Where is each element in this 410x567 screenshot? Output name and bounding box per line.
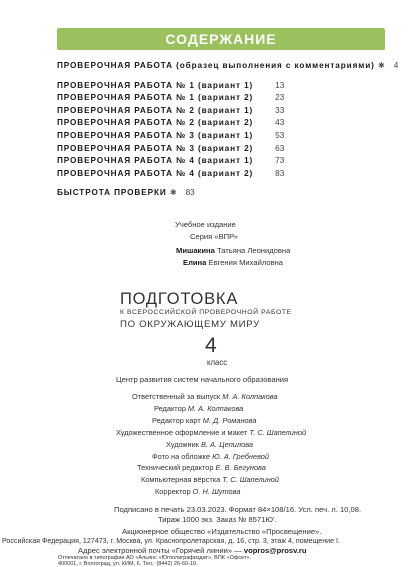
credit-name: Т. С. Шапелиной [222,475,280,485]
toc-item [57,92,397,105]
credit-role: Художественное оформление и макет [116,427,248,437]
author-1-last: Мишакина [176,246,215,255]
edition-type: Учебное издание [175,220,236,229]
credit-name: Е. В. Бегунова [215,463,266,473]
credit-name: М. А. Колпакова [222,392,278,401]
toc-item [57,168,397,181]
toc-gap [57,180,397,187]
author-2-last: Елина [183,258,207,267]
credit-line [137,463,266,472]
print-line-1: Подписано в печать 23.03.2023. Формат 84×108/16. Усл. печ. л. 10,08. [114,505,362,514]
toc-item-page: 73 [275,156,285,166]
center-name: Центр развития систем начального образования [116,375,289,384]
credit-role: Художник [166,439,199,449]
credit-line [155,487,240,496]
toc-item-page: 53 [275,130,285,140]
printer-2: 400001, г. Волгоград, ул. КИМ, 6. Тел.: (8442) 26-60-10. [58,561,198,567]
toc-item-label: ПРОВЕРОЧНАЯ РАБОТА № 3 (вариант 1) [57,130,254,140]
credit-role: Ответственный за выпуск [132,392,221,401]
author-1 [176,246,290,255]
table-of-contents [57,60,397,200]
hotline-email[interactable]: vopros@prosv.ru [243,546,307,555]
printer-1: Отпечатано в типографии АО «Альянс «Югполиграфиздат», ВПК «Офсет». [58,555,252,561]
credit-role: Фото на обложке [152,451,211,461]
grade-number: 4 [205,334,217,357]
toc-item-label: ПРОВЕРОЧНАЯ РАБОТА № 4 (вариант 2) [57,168,254,178]
credit-role: Компьютерная вёрстка [141,475,221,485]
credit-name: О. Н. Шутова [192,487,241,497]
credit-line [166,440,253,449]
toc-item-label: ПРОВЕРОЧНАЯ РАБОТА № 2 (вариант 2) [57,118,254,128]
credit-role: Корректор [155,487,191,497]
credit-line [132,392,278,401]
toc-item [57,187,397,200]
book-subtitle: К ВСЕРОССИЙСКОЙ ПРОВЕРОЧНОЙ РАБОТЕ [120,309,292,316]
credit-role: Технический редактор [137,463,214,473]
toc-item-page: 13 [275,80,285,90]
toc-item-label: ПРОВЕРОЧНАЯ РАБОТА № 1 (вариант 1) [57,80,254,90]
toc-item [57,105,397,118]
toc-item [57,80,397,93]
book-title: ПОДГОТОВКА [120,290,239,308]
credit-line [116,428,306,437]
toc-item-label: БЫСТРОТА ПРОВЕРКИ [57,188,167,198]
toc-item-page: 43 [275,118,285,128]
toc-item [57,130,397,143]
toc-item-label: ПРОВЕРОЧНАЯ РАБОТА № 1 (вариант 2) [57,93,254,103]
hotline [78,546,306,555]
credit-name: Т. С. Шапелиной [249,427,307,437]
credit-name: М. Д. Романова [202,415,257,425]
asterisk-icon: ✱ [169,188,178,198]
toc-item-page: 83 [275,168,285,178]
toc-gap [57,73,397,80]
toc-item [57,60,397,73]
asterisk-icon: ✱ [377,61,386,70]
credit-name: М. А. Колпакова [187,403,244,413]
toc-heading: СОДЕРЖАНИЕ [57,28,385,50]
toc-item [57,143,397,156]
book-subject: ПО ОКРУЖАЮЩЕМУ МИРУ [120,319,260,330]
toc-item-page: 63 [275,143,285,153]
toc-item-label: ПРОВЕРОЧНАЯ РАБОТА № 3 (вариант 2) [57,143,254,153]
publisher-2: Российская Федерация, 127473, г. Москва, ул. Краснопролетарская, д. 16, стр. 3, этаж 4, помещение I. [2,537,340,545]
author-1-rest: Татьяна Леонидовна [216,246,291,255]
publisher-1: Акционерное общество «Издательство «Просвещение». [122,527,322,536]
credit-line [141,475,279,484]
author-2 [183,258,283,267]
series: Серия «ВПР» [190,232,239,241]
toc-item [57,155,397,168]
print-line-2: Тираж 1000 экз. Заказ № 8571Ю'. [158,515,277,524]
toc-item [57,117,397,130]
toc-item-page: 4 [393,61,399,70]
credit-name: В. А. Цепилова [201,439,253,449]
toc-item-page: 23 [275,93,285,103]
toc-item-label: ПРОВЕРОЧНАЯ РАБОТА № 4 (вариант 1) [57,156,254,166]
hotline-label: Адрес электронной почты «Горячей линии» — [78,546,242,555]
author-2-rest: Евгения Михайловна [208,258,284,267]
toc-item-label: ПРОВЕРОЧНАЯ РАБОТА (образец выполнения с комментариями) [57,61,375,70]
credit-role: Редактор карт [152,415,201,425]
credit-line [152,416,256,425]
toc-item-page: 33 [275,105,285,115]
credit-line [152,452,269,461]
credit-line [154,404,243,413]
credit-role: Редактор [154,403,186,413]
credit-name: Ю. А. Гребневой [212,451,270,461]
grade-label: класс [207,358,228,367]
toc-item-page: 83 [185,188,195,198]
toc-item-label: ПРОВЕРОЧНАЯ РАБОТА № 2 (вариант 1) [57,105,254,115]
